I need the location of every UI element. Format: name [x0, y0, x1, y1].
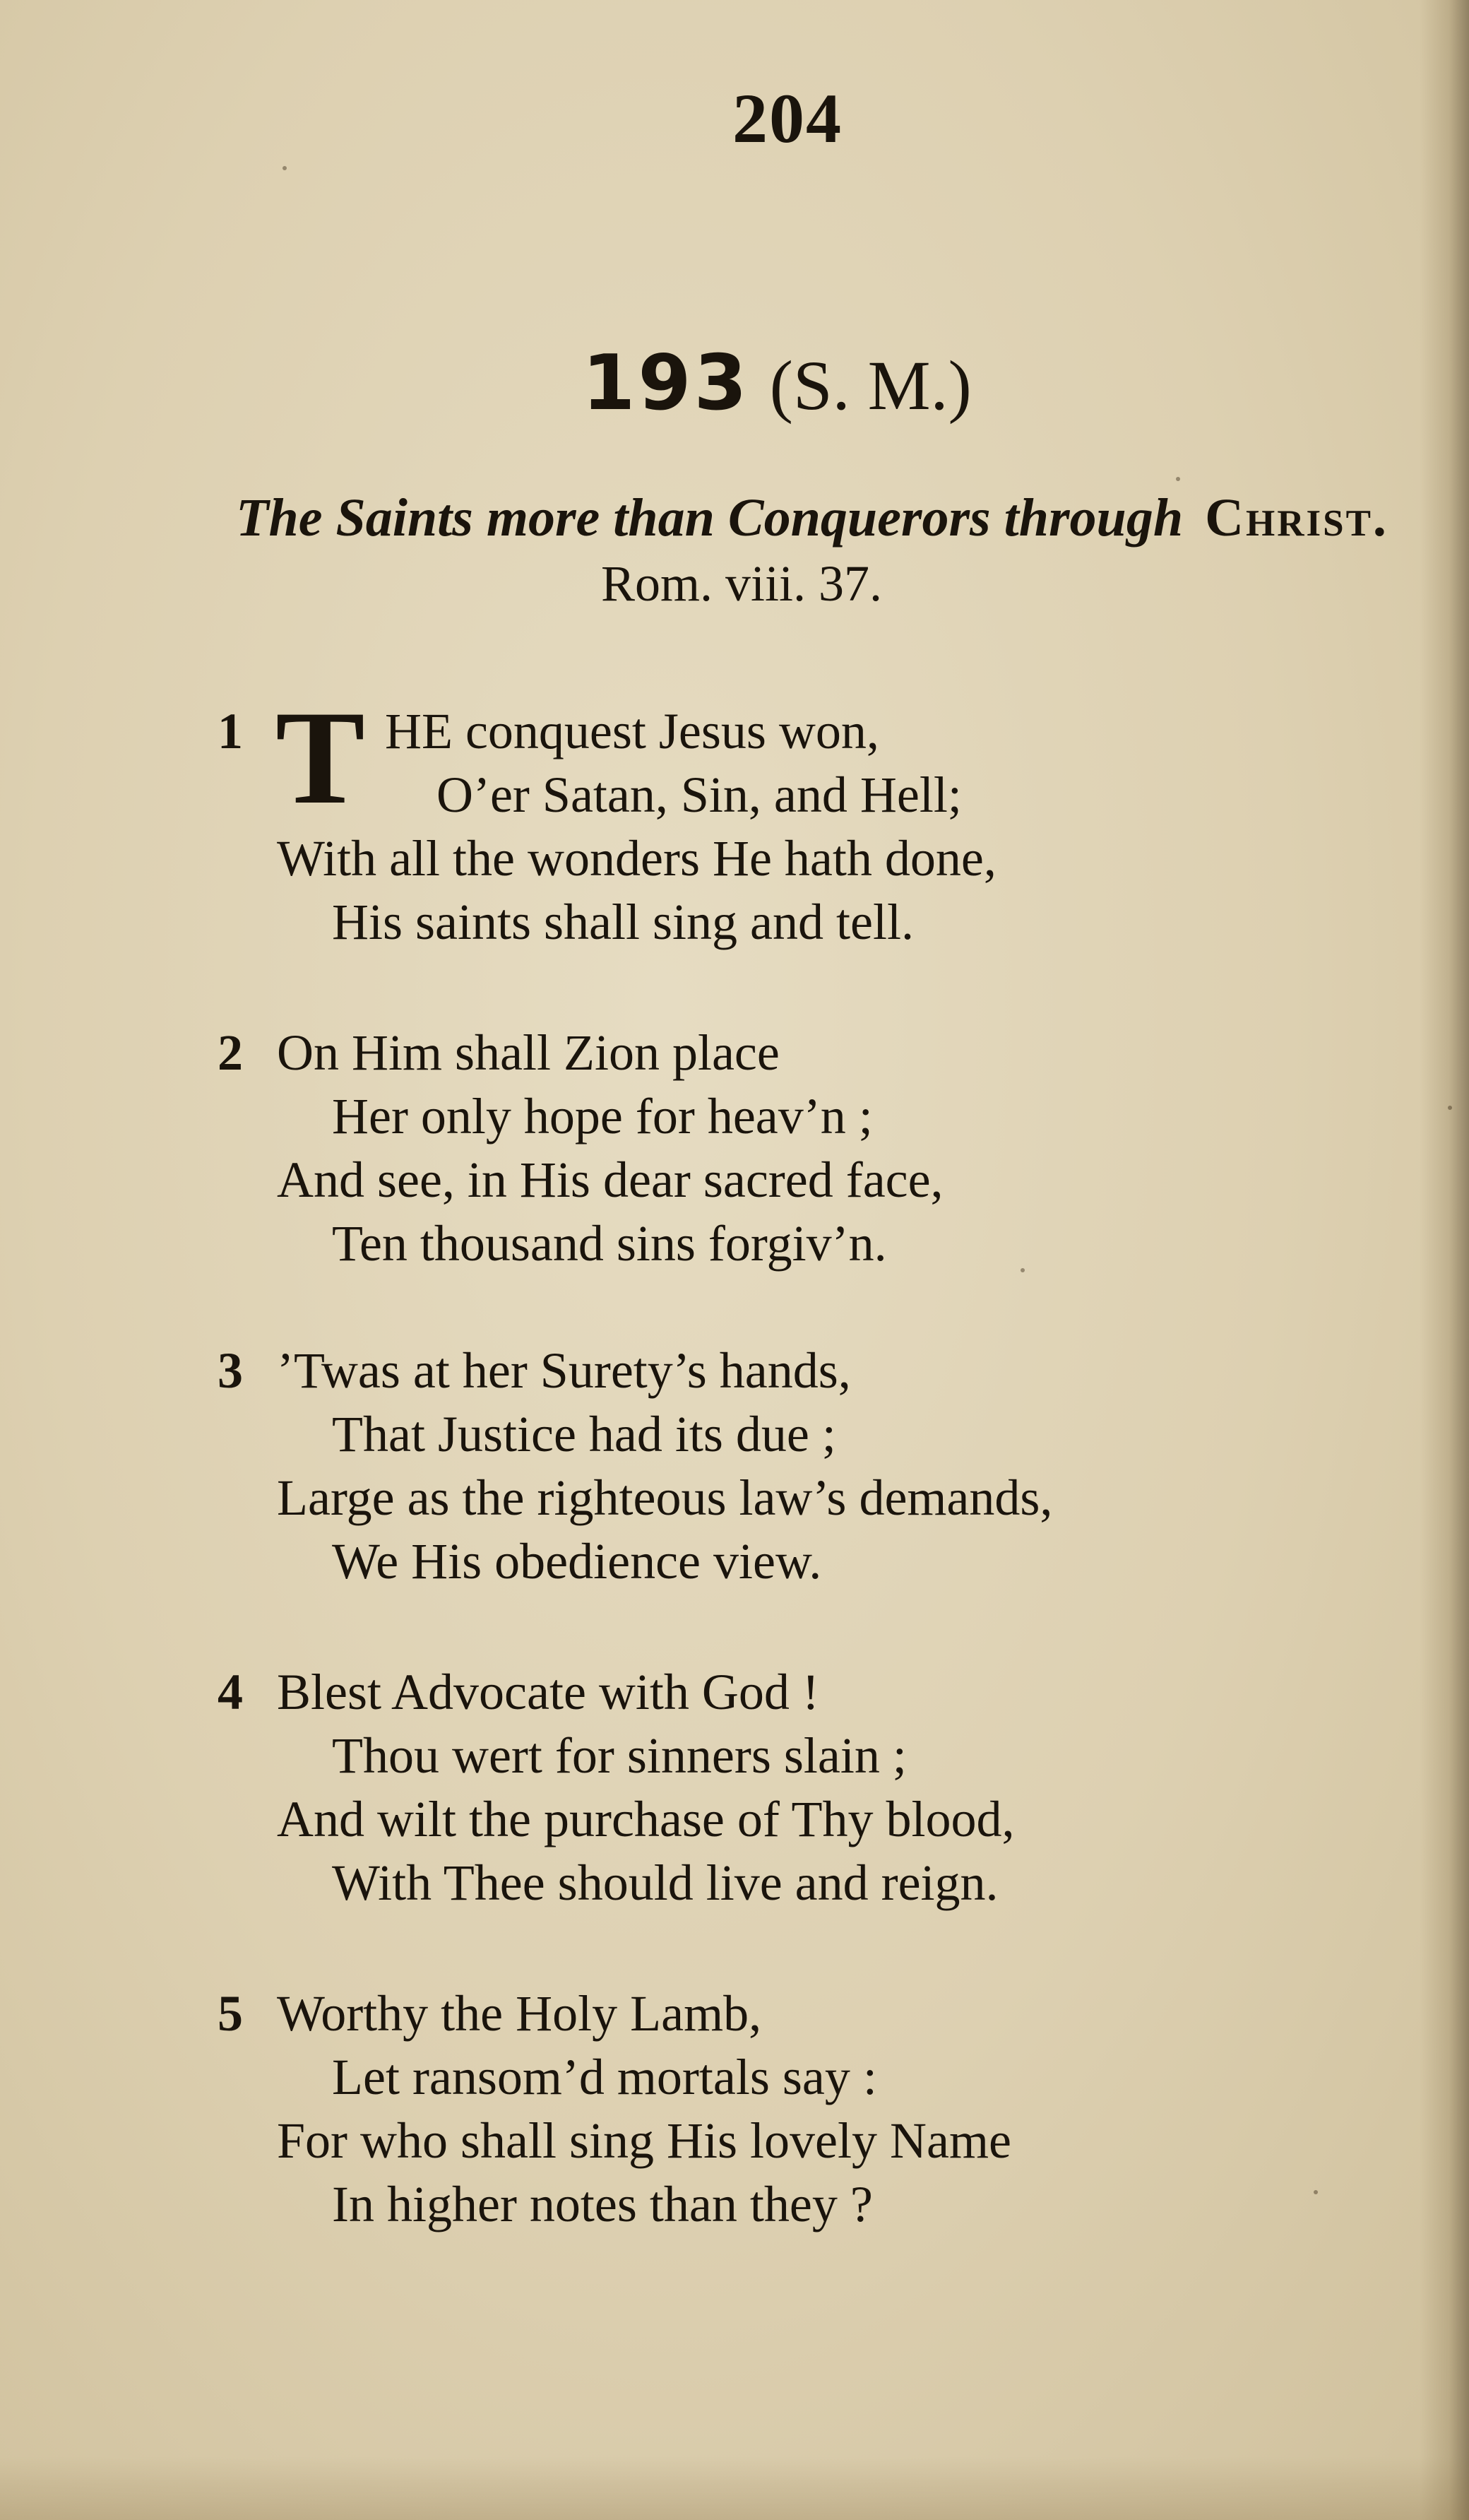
hymn-number: 193: [582, 339, 750, 427]
verse-line-4: We His obedience view.: [332, 1533, 822, 1590]
paper-speck: [1314, 2190, 1318, 2194]
hymn-title-christ: Christ.: [1205, 488, 1388, 548]
verse-line-3: And wilt the purchase of Thy blood,: [277, 1791, 1015, 1847]
verse-line-2: Thou wert for sinners slain ;: [332, 1727, 907, 1784]
paper-speck: [1176, 477, 1180, 481]
verse-number: 1: [218, 703, 243, 759]
paper-speck: [1021, 1268, 1025, 1272]
page-number: 204: [732, 79, 843, 158]
verse-line-3: With all the wonders He hath done,: [277, 830, 997, 887]
verse-line-4: His saints shall sing and tell.: [332, 894, 914, 950]
verse-line-1: HE conquest Jesus won,: [385, 703, 879, 759]
verse-line-1: ’Twas at her Surety’s hands,: [277, 1342, 851, 1399]
verse-line-2: Her only hope for heav’n ;: [332, 1088, 873, 1144]
page-edge-shadow: [1420, 0, 1469, 2520]
verse-line-2: Let ransom’d mortals say :: [332, 2049, 877, 2105]
verse-line-4: In higher notes than they ?: [332, 2176, 873, 2232]
hymn-title: [212, 487, 1412, 549]
verse-line-2: That Justice had its due ;: [332, 1406, 836, 1462]
verse-line-3: Large as the righteous law’s demands,: [277, 1469, 1053, 1526]
paper-speck: [1448, 1106, 1452, 1110]
verse-number: 5: [218, 1985, 243, 2042]
verse-line-4: Ten thousand sins forgiv’n.: [332, 1215, 887, 1272]
verse-line-4: With Thee should live and reign.: [332, 1854, 999, 1911]
paper-speck: [282, 166, 287, 170]
hymn-header: [424, 339, 1130, 427]
verse-line-1: Worthy the Holy Lamb,: [277, 1985, 762, 2042]
verse-line-3: For who shall sing His lovely Name: [277, 2112, 1011, 2169]
verse-line-1: On Him shall Zion place: [277, 1024, 780, 1081]
drop-cap: T: [275, 684, 365, 832]
verse-line-2: O’er Satan, Sin, and Hell;: [436, 767, 962, 823]
hymn-meter: (S. M.): [769, 346, 972, 425]
verse-number: 2: [218, 1024, 243, 1081]
verse-number: 3: [218, 1342, 243, 1399]
verse-line-3: And see, in His dear sacred face,: [277, 1152, 944, 1208]
page-bottom-shadow: [0, 2456, 1469, 2520]
verse-number: 4: [218, 1664, 243, 1720]
scripture-reference: Rom. viii. 37.: [600, 555, 883, 612]
hymn-title-italic: The Saints more than Conquerors through: [236, 488, 1184, 548]
verse-line-1: Blest Advocate with God !: [277, 1664, 819, 1720]
